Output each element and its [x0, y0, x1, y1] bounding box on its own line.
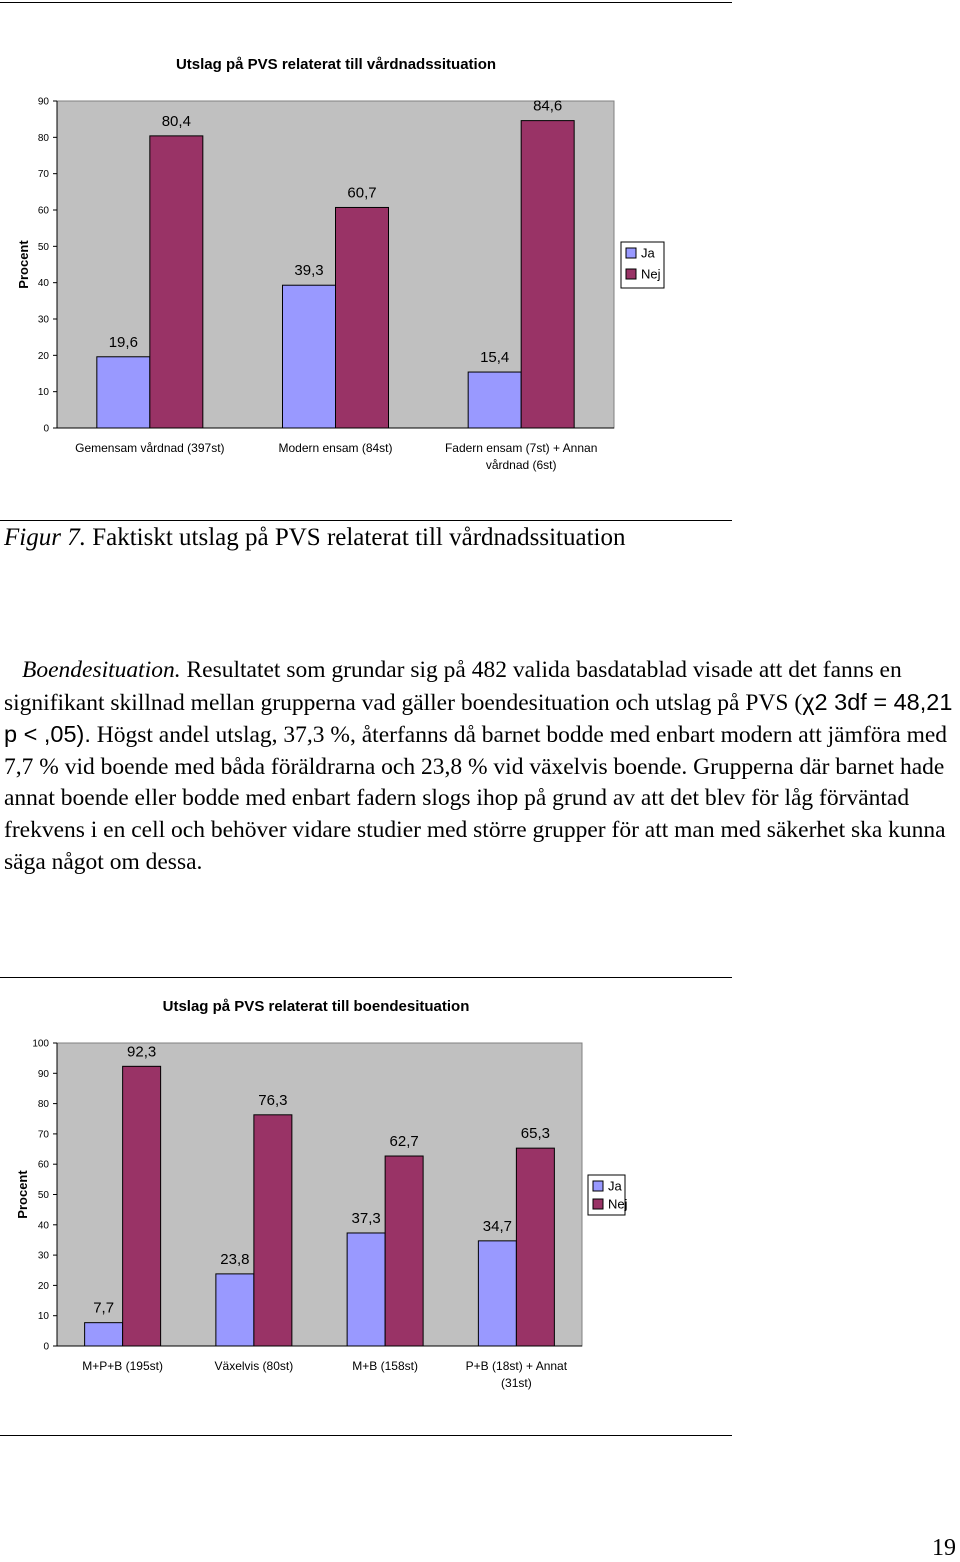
chart1-category-label: Modern ensam (84st) — [278, 441, 393, 455]
chart1-category-label: Gemensam vårdnad (397st) — [75, 441, 225, 455]
chart1-legend-label-ja: Ja — [641, 245, 655, 261]
chart1-y-tick-label: 80 — [37, 132, 49, 144]
figure1-bottom-rule — [0, 520, 732, 521]
chart1-bar-nej — [150, 136, 203, 428]
chart-boendesituation-svg — [0, 985, 740, 1400]
paragraph-text-1: Resultatet som grundar sig på 482 valida basdatablad visade att det fanns en signifikant skillnad mellan grupperna vad gäller boendesituation och utslag på PVS ( — [4, 657, 902, 716]
chart2-legend-swatch-nej — [593, 1199, 603, 1209]
chart2-legend-label-ja: Ja — [608, 1178, 622, 1194]
chart2-bar-nej — [385, 1156, 423, 1346]
figure-caption-label: Figur 7. — [4, 524, 86, 551]
figure2-top-rule — [0, 977, 732, 978]
chart2-y-tick-label: 50 — [37, 1190, 49, 1201]
chart1-bar-nej — [336, 207, 389, 428]
chart-boendesituation — [0, 985, 740, 1400]
chart2-data-label-ja: 37,3 — [351, 1209, 381, 1227]
chart2-data-label-nej: 76,3 — [258, 1091, 288, 1109]
chart1-y-tick-label: 30 — [37, 314, 49, 326]
chart1-y-tick-label: 10 — [37, 387, 49, 399]
chart1-data-label-ja: 15,4 — [480, 349, 510, 367]
chart2-y-tick-label: 10 — [37, 1311, 49, 1323]
chart2-y-tick-label: 100 — [32, 1038, 49, 1050]
chart2-data-label-nej: 92,3 — [127, 1043, 157, 1061]
page-number: 19 — [932, 1535, 956, 1561]
chart2-bar-ja — [478, 1241, 516, 1346]
chart1-data-label-ja: 39,3 — [294, 262, 324, 280]
chart1-legend-swatch-ja — [626, 248, 636, 258]
chart2-bar-nej — [123, 1066, 161, 1346]
chart2-y-tick-label: 70 — [37, 1129, 49, 1141]
chart-vardnadssituation — [0, 30, 740, 500]
figure2-bottom-rule — [0, 1435, 732, 1436]
chart2-bar-ja — [216, 1274, 254, 1346]
figure-caption — [4, 524, 625, 552]
chart1-bar-ja — [283, 285, 336, 428]
paragraph-text-2: Högst andel utslag, 37,3 %, återfanns då barnet bodde med enbart modern att jämföra med 7,7 % vid boende med båda föräldrarna och 23,8 % vid växelvis boende. Grupperna där barnet hade annat boende eller bodde med enbart fadern slogs ihop på grund av att det blev för låg förväntad frekvens i en cell och behöver vidare studier med större grupper för att man med säkerhet ska kunna säga något om dessa. — [4, 722, 948, 875]
chart2-data-label-ja: 7,7 — [93, 1299, 115, 1317]
chart1-y-tick-label: 70 — [37, 169, 49, 181]
chart2-bar-nej — [516, 1148, 554, 1346]
chart1-y-axis-label: Procent — [16, 240, 31, 289]
chart2-y-tick-label: 90 — [37, 1068, 49, 1080]
chart2-data-label-ja: 34,7 — [482, 1217, 512, 1235]
chart2-data-label-nej: 65,3 — [520, 1125, 550, 1143]
chi-square-symbol: χ2 3df — [802, 688, 867, 715]
chart1-data-label-nej: 80,4 — [161, 112, 191, 130]
chi-square-statistic: = 48,21 p < ,05). — [4, 688, 953, 748]
chart2-y-tick-label: 0 — [43, 1341, 49, 1353]
chart2-title: Utslag på PVS relaterat till boendesituation — [162, 998, 470, 1015]
chart2-legend-swatch-ja — [593, 1181, 603, 1191]
chart1-bar-ja — [468, 372, 521, 428]
chart2-category-label: P+B (18st) + Annat — [465, 1359, 568, 1373]
chart1-bar-nej — [521, 121, 574, 428]
chart1-legend-swatch-nej — [626, 269, 636, 279]
chart1-y-tick-label: 50 — [37, 241, 49, 253]
chart2-y-tick-label: 80 — [37, 1099, 49, 1111]
chart2-category-label: M+B (158st) — [352, 1359, 418, 1373]
chart2-legend-label-nej: Nej — [608, 1196, 628, 1212]
chart1-bar-ja — [97, 357, 150, 428]
chart2-y-tick-label: 40 — [37, 1220, 49, 1232]
chart-vardnadssituation-svg — [0, 30, 740, 500]
chart2-category-label: M+P+B (195st) — [82, 1359, 163, 1373]
chart2-y-tick-label: 30 — [37, 1250, 49, 1262]
chart1-y-tick-label: 0 — [43, 423, 49, 435]
chart1-data-label-ja: 19,6 — [108, 333, 138, 351]
chart1-title: Utslag på PVS relaterat till vårdnadssituation — [175, 56, 497, 73]
chart2-y-tick-label: 60 — [37, 1159, 49, 1171]
chart1-y-tick-label: 90 — [37, 96, 49, 108]
chart1-category-label: vårdnad (6st) — [485, 458, 557, 472]
chart1-y-tick-label: 40 — [37, 278, 49, 290]
chart1-legend-label-nej: Nej — [641, 266, 661, 282]
chart1-category-label: Fadern ensam (7st) + Annan — [444, 441, 598, 455]
chart2-y-tick-label: 20 — [37, 1280, 49, 1292]
top-rule — [0, 2, 732, 3]
chart2-category-label: (31st) — [501, 1376, 532, 1390]
chart1-data-label-nej: 60,7 — [347, 184, 377, 202]
chart1-y-tick-label: 20 — [37, 350, 49, 362]
chart2-y-axis-label: Procent — [15, 1170, 30, 1219]
chart1-data-label-nej: 84,6 — [533, 97, 563, 115]
chart1-y-tick-label: 60 — [37, 205, 49, 217]
chart2-category-label: Växelvis (80st) — [214, 1359, 294, 1373]
chart2-data-label-ja: 23,8 — [220, 1250, 250, 1268]
body-paragraph — [4, 655, 956, 878]
chart2-data-label-nej: 62,7 — [389, 1133, 419, 1151]
chart2-bar-nej — [254, 1115, 292, 1346]
figure-caption-text: Faktiskt utslag på PVS relaterat till vårdnadssituation — [85, 524, 626, 551]
chart2-bar-ja — [347, 1233, 385, 1346]
chart2-bar-ja — [85, 1323, 123, 1346]
paragraph-lead: Boendesituation. — [22, 657, 181, 683]
